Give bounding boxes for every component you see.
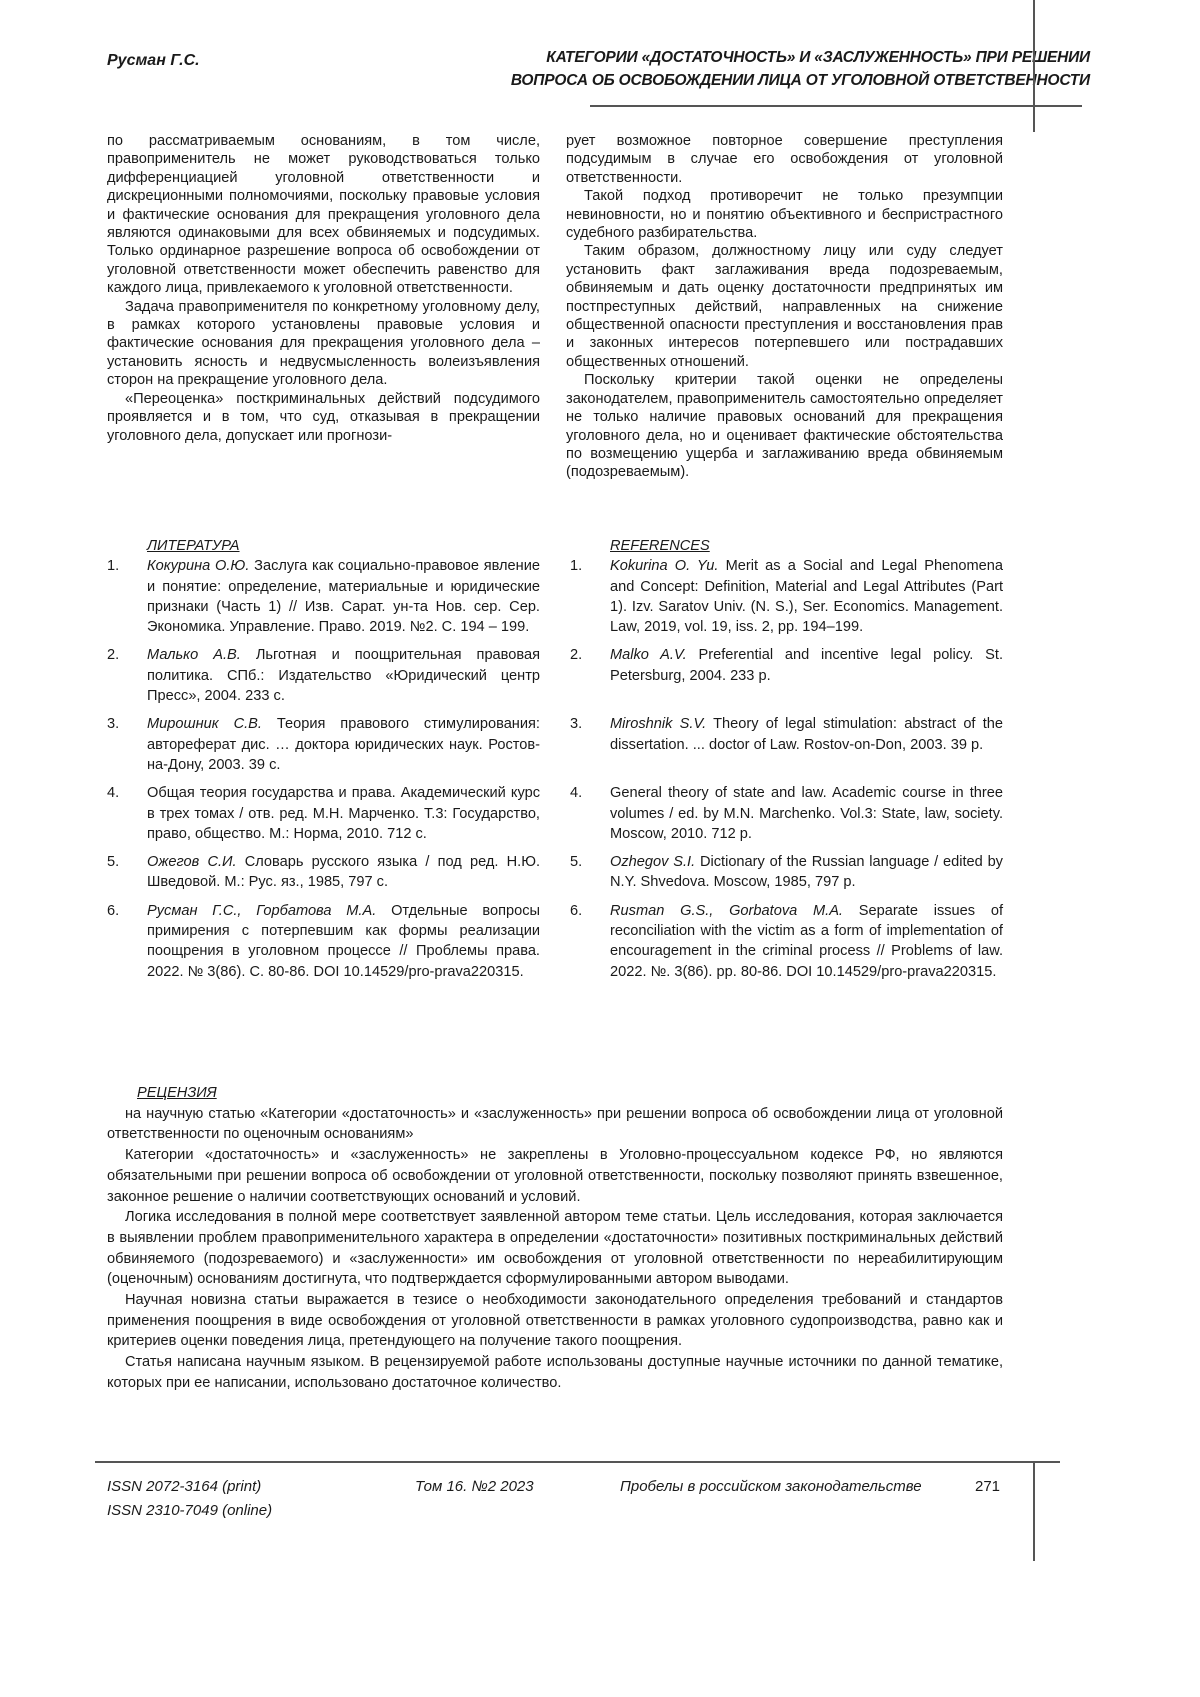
reference-text bbox=[610, 783, 1003, 844]
reference-body: Теория правового стимулирования: автореферат дис. … доктора юридических наук. Ростов-на-Дону, 2003. 39 с. bbox=[147, 716, 540, 773]
reference-text bbox=[147, 556, 540, 637]
reference-row bbox=[107, 714, 1003, 775]
reference-item-en bbox=[570, 714, 1003, 775]
review-paragraph: Статья написана научным языком. В рецензируемой работе использованы доступные научные источники по данной тематике, которых при ее написании, использовано достаточное количество. bbox=[107, 1352, 1003, 1393]
reference-item-ru bbox=[107, 556, 540, 637]
reference-number: 3. bbox=[107, 714, 147, 775]
reference-author: Кокурина О.Ю. bbox=[147, 558, 249, 574]
references-section bbox=[107, 536, 1003, 990]
reference-number: 4. bbox=[107, 783, 147, 844]
reference-number: 4. bbox=[570, 783, 610, 844]
body-column-right bbox=[566, 132, 1003, 482]
reference-number: 6. bbox=[107, 901, 147, 982]
reference-body: Льготная и поощрительная правовая политика. СПб.: Издательство «Юридический центр Пресс», 2004. 233 с. bbox=[147, 647, 540, 704]
paragraph: Поскольку критерии такой оценки не определены законодателем, правоприменитель самостоятельно определяет не только наличие правовых оснований для прекращения уголовного дела, но и оценивает фактические обстоятельства по возмещению ущерба и заглаживанию вреда обвиняемым (подозреваемым). bbox=[566, 371, 1003, 481]
review-paragraph: Логика исследования в полной мере соответствует заявленной автором теме статьи. Цель исследования, которая заключается в выявлении проблем правоприменительного характера в определении «достаточности» позитивных посткриминальных действий обвиняемого (подозреваемого) и «заслуженности» им освобождения от уголовной ответственности по нереабилитирующим (оценочным) основаниям достигнута, что подтверждается сформулированными автором выводами. bbox=[107, 1207, 1003, 1290]
reference-item-en bbox=[570, 852, 1003, 893]
reference-text bbox=[610, 852, 1003, 893]
reference-item-ru bbox=[107, 645, 540, 706]
reference-item-ru bbox=[107, 852, 540, 893]
issn-print: ISSN 2072-3164 (print) bbox=[107, 1475, 272, 1499]
reference-number: 5. bbox=[107, 852, 147, 893]
footer-issn bbox=[107, 1475, 272, 1523]
reference-author: Малько А.В. bbox=[147, 647, 241, 663]
review-paragraph: Научная новизна статьи выражается в тезисе о необходимости законодательного определения требований и стандартов применения поощрения в виде освобождения от уголовной ответственности в рамках уголовного судопроизводства, равно как и критериев оценки поведения лица, претендующего на получение такого поощрения. bbox=[107, 1290, 1003, 1352]
paragraph: рует возможное повторное совершение преступления подсудимым в случае его освобождения от уголовной ответственности. bbox=[566, 132, 1003, 187]
reference-number: 2. bbox=[570, 645, 610, 706]
reference-row bbox=[107, 901, 1003, 982]
reference-body: Preferential and incentive legal policy. St. Petersburg, 2004. 233 p. bbox=[610, 647, 1003, 683]
issn-online: ISSN 2310-7049 (online) bbox=[107, 1499, 272, 1523]
review-section bbox=[107, 1083, 1003, 1394]
reference-row bbox=[107, 852, 1003, 893]
reference-number: 1. bbox=[107, 556, 147, 637]
footer-divider bbox=[95, 1461, 1060, 1463]
reference-body: General theory of state and law. Academic course in three volumes / ed. by M.N. Marchenko. Vol.3: State, law, society. Moscow, 2010. 712 p. bbox=[610, 785, 1003, 842]
paragraph: «Переоценка» посткриминальных действий подсудимого проявляется и в том, что суд, отказывая в прекращении уголовного дела, допускает или прогнози- bbox=[107, 390, 540, 445]
reference-author: Русман Г.С., Горбатова М.А. bbox=[147, 903, 376, 919]
reference-author: Malko A.V. bbox=[610, 647, 687, 663]
references-heading-ru: ЛИТЕРАТУРА bbox=[107, 536, 540, 556]
footer-volume: Том 16. №2 2023 bbox=[415, 1475, 534, 1499]
paragraph: Такой подход противоречит не только презумпции невиновности, но и понятию объективного и беспристрастного судебного разбирательства. bbox=[566, 187, 1003, 242]
reference-row bbox=[107, 645, 1003, 706]
reference-text bbox=[610, 714, 1003, 775]
running-title bbox=[390, 46, 1090, 92]
reference-text bbox=[147, 645, 540, 706]
footer-vertical-rule bbox=[1033, 1461, 1035, 1561]
reference-text bbox=[610, 645, 1003, 706]
reference-number: 2. bbox=[107, 645, 147, 706]
reference-item-ru bbox=[107, 714, 540, 775]
reference-body: Merit as a Social and Legal Phenomena and Concept: Definition, Material and Legal Attributes (Part 1). Izv. Saratov Univ. (N. S.), Ser. Economics. Management. Law, 2019, vol. 19, iss. 2, pp. 194–199. bbox=[610, 558, 1003, 635]
review-title: РЕЦЕНЗИЯ bbox=[107, 1083, 1003, 1104]
reference-body: Separate issues of reconciliation with the victim as a form of implementation of encouragement in the criminal process // Problems of law. 2022. №. 3(86). pp. 80-86. DOI 10.14529/pro-prava220315. bbox=[610, 903, 1003, 980]
references-heading-en: REFERENCES bbox=[570, 536, 1003, 556]
reference-body: Theory of legal stimulation: abstract of the dissertation. ... doctor of Law. Rostov-on-Don, 2003. 39 p. bbox=[610, 716, 1003, 752]
reference-number: 3. bbox=[570, 714, 610, 775]
paragraph: Задача правоприменителя по конкретному уголовному делу, в рамках которого установлены правовые условия и фактические основания для прекращения уголовного дела – установить ясность и недвусмысленность волеизъявления сторон на прекращение уголовного дела. bbox=[107, 298, 540, 390]
reference-row bbox=[107, 783, 1003, 844]
reference-item-ru bbox=[107, 783, 540, 844]
reference-item-en bbox=[570, 645, 1003, 706]
paragraph: по рассматриваемым основаниям, в том числе, правоприменитель не может руководствоваться только дифференциацией уголовной ответственности и дискреционными полномочиями, поскольку правовые условия и фактические основания для прекращения уголовного дела являются одинаковыми для всех обвиняемых и подсудимых. Только ординарное разрешение вопроса об освобождении от уголовной ответственности может обеспечить равенство для каждого лица, привлекаемого к уголовной ответственности. bbox=[107, 132, 540, 298]
footer-journal: Пробелы в российском законодательстве bbox=[620, 1475, 922, 1499]
body-column-left bbox=[107, 132, 540, 445]
reference-row bbox=[107, 556, 1003, 637]
reference-author: Rusman G.S., Gorbatova M.A. bbox=[610, 903, 843, 919]
reference-item-en bbox=[570, 901, 1003, 982]
reference-body: Заслуга как социально-правовое явление и понятие: определение, материальные и юридические признаки (Часть 1) // Изв. Сарат. ун-та Нов. сер. Сер. Экономика. Управление. Право. 2019. №2. С. 194 – 199. bbox=[147, 558, 540, 635]
reference-body: Dictionary of the Russian language / edited by N.Y. Shvedova. Moscow, 1985, 797 p. bbox=[610, 854, 1003, 890]
reference-author: Miroshnik S.V. bbox=[610, 716, 706, 732]
reference-text bbox=[147, 783, 540, 844]
reference-text bbox=[610, 556, 1003, 637]
reference-text bbox=[147, 714, 540, 775]
reference-text bbox=[147, 901, 540, 982]
running-title-line: ВОПРОСА ОБ ОСВОБОЖДЕНИИ ЛИЦА ОТ УГОЛОВНОЙ ОТВЕТСТВЕННОСТИ bbox=[390, 69, 1090, 92]
page-number: 271 bbox=[975, 1475, 1000, 1499]
reference-author: Kokurina O. Yu. bbox=[610, 558, 718, 574]
reference-body: Словарь русского языка / под ред. Н.Ю. Шведовой. М.: Рус. яз., 1985, 797 с. bbox=[147, 854, 540, 890]
reference-author: Ожегов С.И. bbox=[147, 854, 237, 870]
reference-item-en bbox=[570, 556, 1003, 637]
reference-item-en bbox=[570, 783, 1003, 844]
reference-text bbox=[610, 901, 1003, 982]
review-paragraph: на научную статью «Категории «достаточность» и «заслуженность» при решении вопроса об освобождении лица от уголовной ответственности по оценочным основаниям» bbox=[107, 1104, 1003, 1145]
review-paragraph: Категории «достаточность» и «заслуженность» не закреплены в Уголовно-процессуальном кодексе РФ, но являются обязательными при решении вопроса об освобождении от уголовной ответственности, поскольку позволяют принять взвешенное, законное решение о наличии соответствующих оснований и условий. bbox=[107, 1145, 1003, 1207]
reference-author: Ozhegov S.I. bbox=[610, 854, 695, 870]
reference-body: Отдельные вопросы примирения с потерпевшим как формы реализации поощрения в уголовном процессе // Проблемы права. 2022. № 3(86). С. 80-86. DOI 10.14529/pro-prava220315. bbox=[147, 903, 540, 980]
header-divider bbox=[590, 105, 1082, 107]
running-author: Русман Г.С. bbox=[107, 52, 200, 70]
header-vertical-rule bbox=[1033, 0, 1035, 132]
reference-author: Мирошник С.В. bbox=[147, 716, 262, 732]
reference-item-ru bbox=[107, 901, 540, 982]
running-title-line: КАТЕГОРИИ «ДОСТАТОЧНОСТЬ» И «ЗАСЛУЖЕННОСТЬ» ПРИ РЕШЕНИИ bbox=[390, 46, 1090, 69]
reference-body: Общая теория государства и права. Академический курс в трех томах / отв. ред. М.Н. Марченко. Т.3: Государство, право, общество. М.: Норма, 2010. 712 с. bbox=[147, 785, 540, 842]
paragraph: Таким образом, должностному лицу или суду следует установить факт заглаживания вреда подозреваемым, обвиняемым и дать оценку достаточности предпринятых им постпреступных действий, направленных на снижение общественной опасности преступления и восстановления прав и законных интересов потерпевшего или пострадавших общественных отношений. bbox=[566, 242, 1003, 371]
reference-number: 6. bbox=[570, 901, 610, 982]
reference-number: 1. bbox=[570, 556, 610, 637]
reference-number: 5. bbox=[570, 852, 610, 893]
reference-text bbox=[147, 852, 540, 893]
